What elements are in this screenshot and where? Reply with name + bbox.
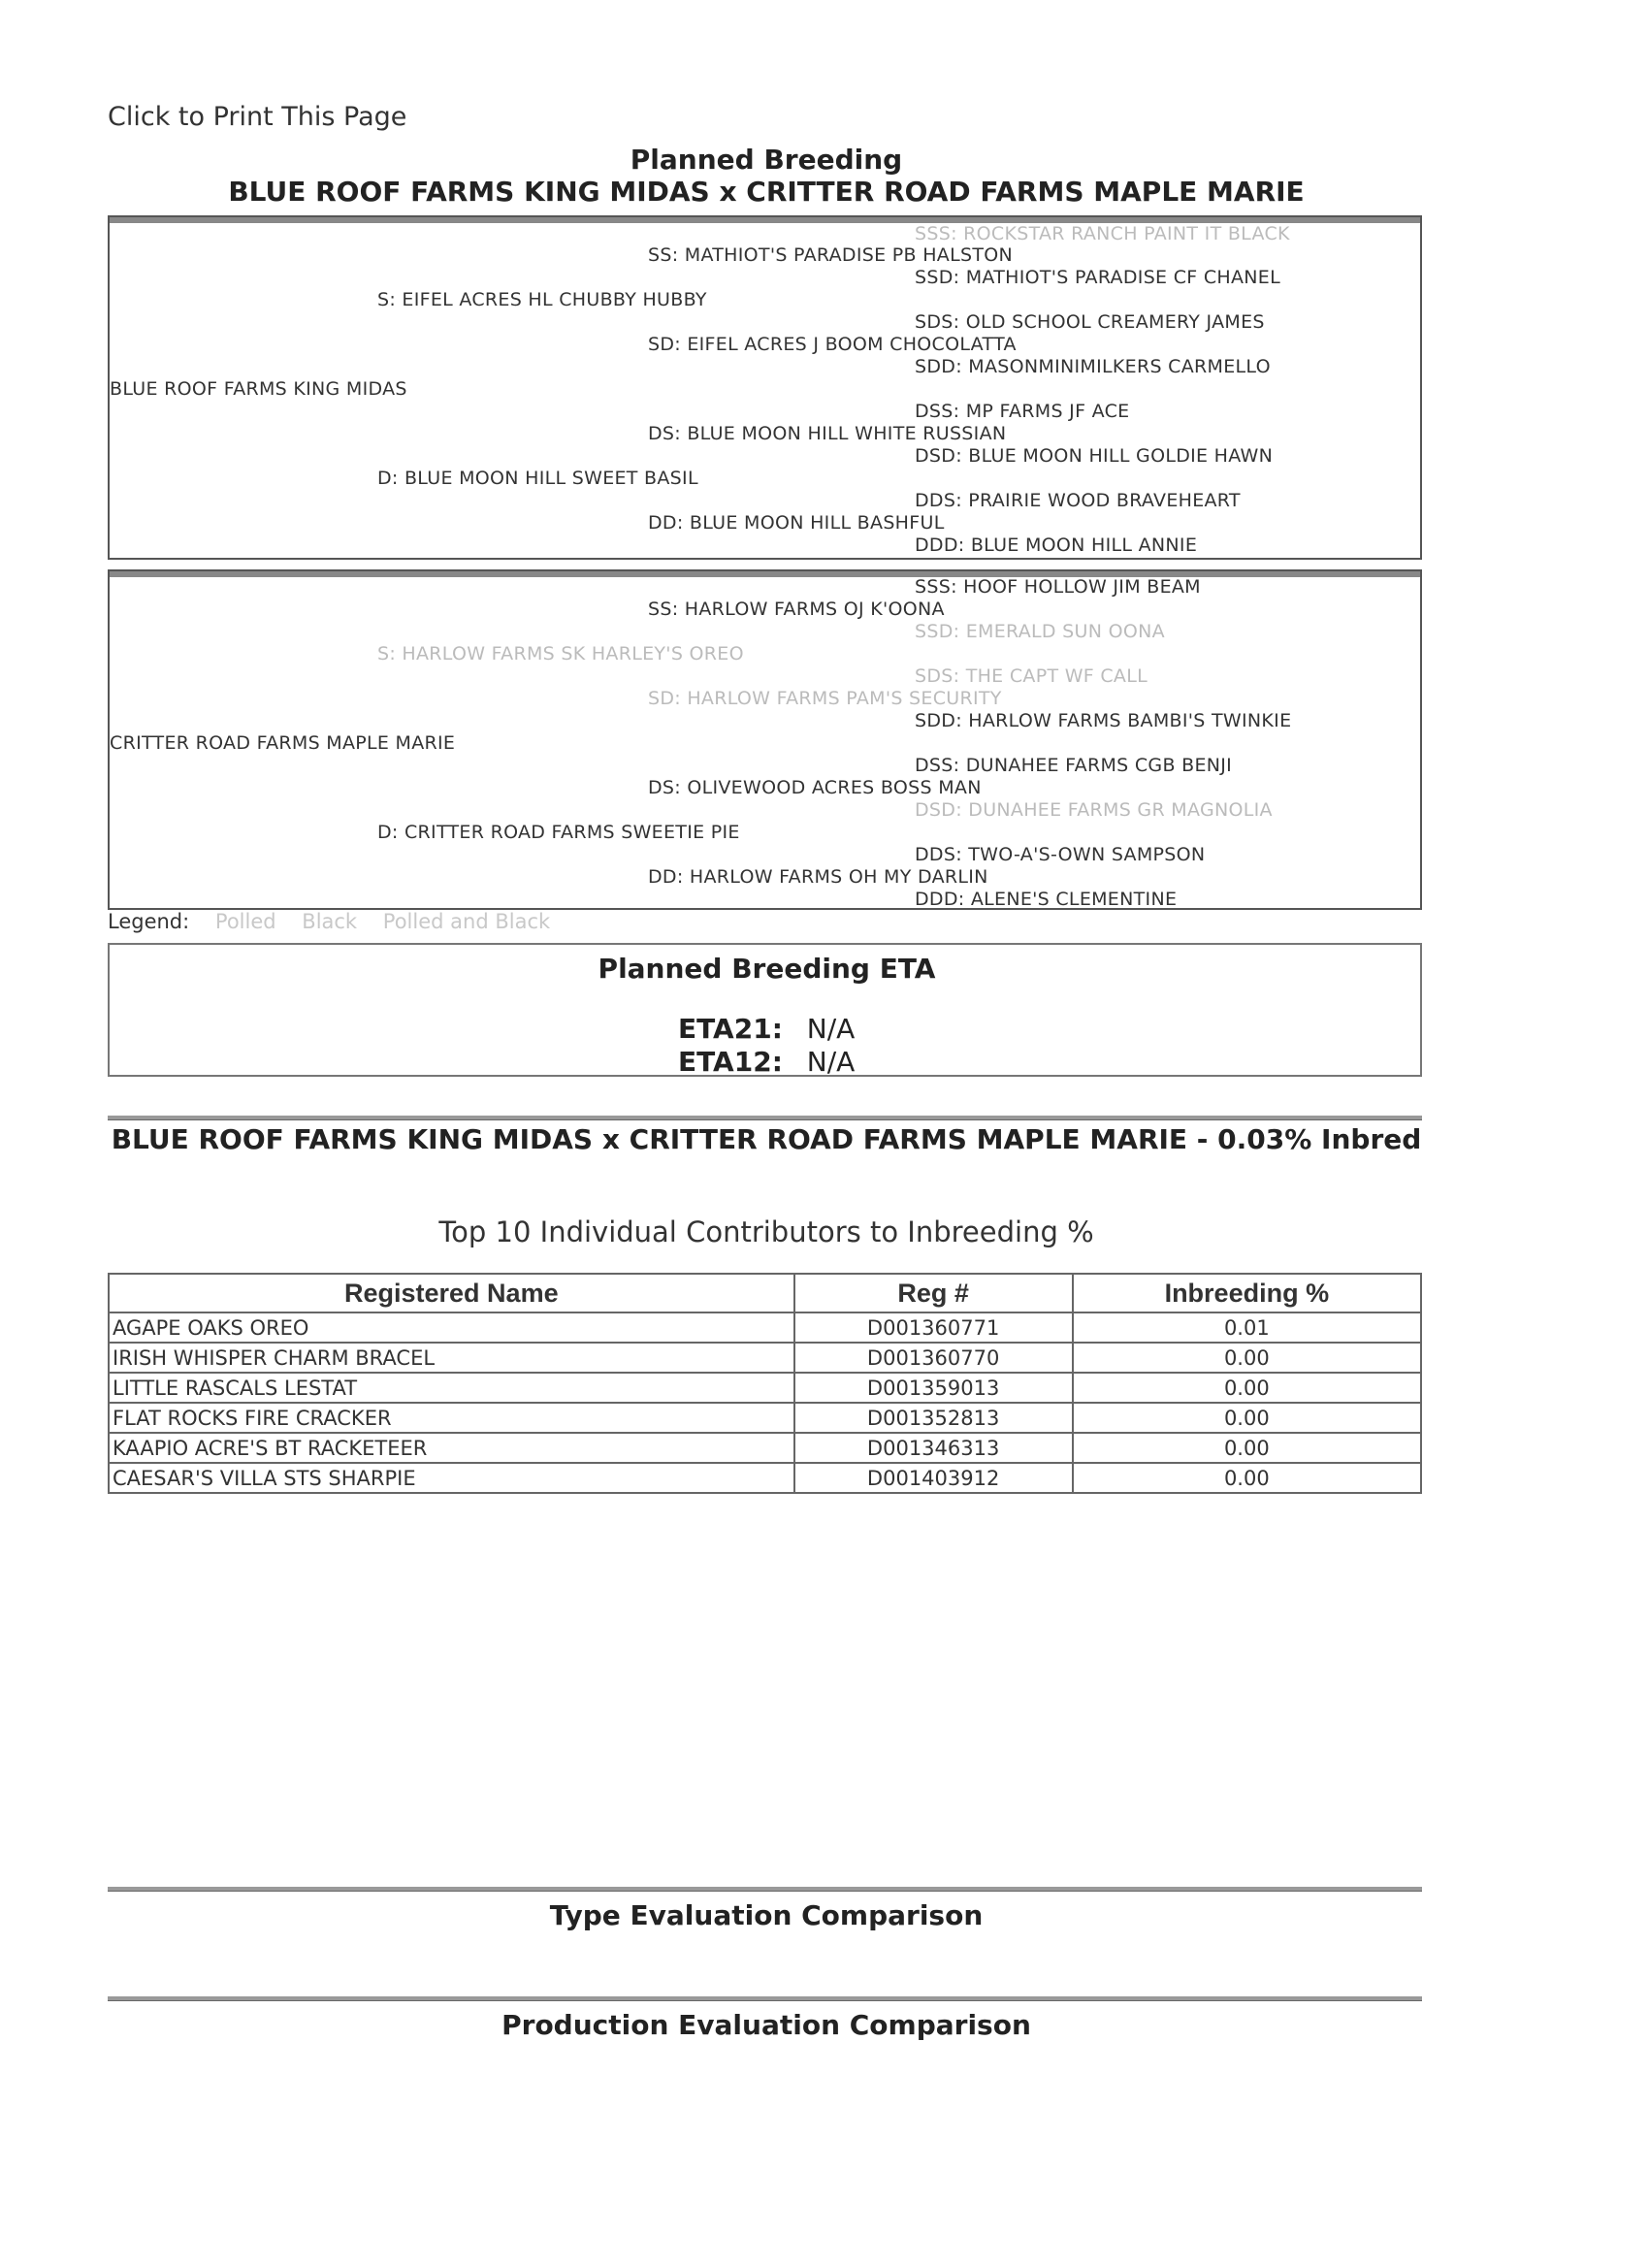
cell-inbreeding: 0.00 (1073, 1463, 1421, 1493)
pedigree-sss: SSS: HOOF HOLLOW JIM BEAM (915, 576, 1201, 598)
eta12-label: ETA12: (678, 1046, 783, 1078)
pedigree-dd: DD: HARLOW FARMS OH MY DARLIN (648, 866, 988, 888)
pedigree-ds: DS: OLIVEWOOD ACRES BOSS MAN (648, 777, 982, 798)
pedigree-ss: SS: MATHIOT'S PARADISE PB HALSTON (648, 244, 1014, 266)
pedigree-animal: CRITTER ROAD FARMS MAPLE MARIE (110, 732, 456, 754)
inbreeding-title: BLUE ROOF FARMS KING MIDAS x CRITTER ROAD FARMS MAPLE MARIE - 0.03% Inbred (111, 1123, 1422, 1155)
pedigree-s: S: HARLOW FARMS SK HARLEY'S OREO (377, 643, 744, 664)
table-row (109, 1463, 1421, 1493)
pedigree-dds: DDS: PRAIRIE WOOD BRAVEHEART (915, 490, 1241, 511)
cell-reg: D001359013 (794, 1373, 1073, 1403)
legend-black: Black (302, 910, 358, 933)
eta12-value: N/A (806, 1046, 856, 1078)
table-row (109, 1403, 1421, 1433)
cell-name: IRISH WHISPER CHARM BRACEL (109, 1343, 794, 1373)
print-page-link[interactable]: Click to Print This Page (108, 102, 407, 132)
eta12-row (678, 1046, 855, 1078)
cell-name: LITTLE RASCALS LESTAT (109, 1373, 794, 1403)
legend (108, 910, 550, 933)
section-divider (108, 1116, 1422, 1120)
cell-reg: D001346313 (794, 1433, 1073, 1463)
section-divider (108, 1996, 1422, 2001)
table-row (109, 1373, 1421, 1403)
pedigree-ssd: SSD: MATHIOT'S PARADISE CF CHANEL (915, 267, 1280, 288)
cell-inbreeding: 0.00 (1073, 1433, 1421, 1463)
pedigree-sss: SSS: ROCKSTAR RANCH PAINT IT BLACK (915, 223, 1290, 244)
type-evaluation-title: Type Evaluation Comparison (549, 1899, 984, 1931)
pedigree-sdd: SDD: HARLOW FARMS BAMBI'S TWINKIE (915, 710, 1292, 731)
pedigree-s: S: EIFEL ACRES HL CHUBBY HUBBY (377, 289, 707, 310)
pedigree-sds: SDS: THE CAPT WF CALL (915, 665, 1148, 687)
section-divider (108, 1887, 1422, 1892)
cell-inbreeding: 0.00 (1073, 1343, 1421, 1373)
legend-polled: Polled (214, 910, 276, 933)
eta-title: Planned Breeding ETA (598, 953, 936, 985)
cell-reg: D001360770 (794, 1343, 1073, 1373)
eta-box (108, 943, 1422, 1077)
pedigree-ssd: SSD: EMERALD SUN OONA (915, 621, 1165, 642)
pedigree-sdd: SDD: MASONMINIMILKERS CARMELLO (915, 356, 1271, 377)
sire-pedigree-box (108, 215, 1422, 560)
cell-inbreeding: 0.01 (1073, 1312, 1421, 1343)
table-row (109, 1343, 1421, 1373)
table-row (109, 1433, 1421, 1463)
pedigree-dds: DDS: TWO-A'S-OWN SAMPSON (915, 844, 1206, 865)
pedigree-d: D: CRITTER ROAD FARMS SWEETIE PIE (377, 822, 740, 843)
pedigree-ddd: DDD: BLUE MOON HILL ANNIE (915, 535, 1198, 556)
eta21-value: N/A (806, 1013, 856, 1045)
cell-reg: D001360771 (794, 1312, 1073, 1343)
pedigree-sd: SD: EIFEL ACRES J BOOM CHOCOLATTA (648, 334, 1017, 355)
production-evaluation-title: Production Evaluation Comparison (501, 2009, 1031, 2041)
cell-name: AGAPE OAKS OREO (109, 1312, 794, 1343)
pedigree-dsd: DSD: DUNAHEE FARMS GR MAGNOLIA (915, 799, 1273, 821)
cell-reg: D001352813 (794, 1403, 1073, 1433)
col-header-inbreeding: Inbreeding % (1073, 1274, 1421, 1312)
legend-polled-and-black: Polled and Black (382, 910, 551, 933)
table-header-row (109, 1274, 1421, 1312)
pedigree-header-band (110, 571, 1420, 577)
cell-reg: D001403912 (794, 1463, 1073, 1493)
eta21-label: ETA21: (678, 1013, 783, 1045)
page-subtitle: BLUE ROOF FARMS KING MIDAS x CRITTER ROAD FARMS MAPLE MARIE (228, 176, 1305, 208)
dam-pedigree-box (108, 569, 1422, 910)
pedigree-animal: BLUE ROOF FARMS KING MIDAS (110, 378, 407, 400)
legend-label: Legend: (108, 910, 190, 933)
col-header-reg: Reg # (794, 1274, 1073, 1312)
pedigree-dd: DD: BLUE MOON HILL BASHFUL (648, 512, 945, 534)
pedigree-dsd: DSD: BLUE MOON HILL GOLDIE HAWN (915, 445, 1274, 467)
contributors-title: Top 10 Individual Contributors to Inbreeding % (438, 1215, 1094, 1248)
pedigree-ss: SS: HARLOW FARMS OJ K'OONA (648, 599, 945, 620)
col-header-name: Registered Name (109, 1274, 794, 1312)
page-title: Planned Breeding (630, 144, 903, 176)
cell-name: FLAT ROCKS FIRE CRACKER (109, 1403, 794, 1433)
pedigree-sds: SDS: OLD SCHOOL CREAMERY JAMES (915, 311, 1265, 333)
pedigree-dss: DSS: MP FARMS JF ACE (915, 401, 1130, 422)
pedigree-sd: SD: HARLOW FARMS PAM'S SECURITY (648, 688, 1002, 709)
pedigree-dss: DSS: DUNAHEE FARMS CGB BENJI (915, 755, 1233, 776)
eta21-row (678, 1013, 855, 1045)
table-row (109, 1312, 1421, 1343)
cell-inbreeding: 0.00 (1073, 1373, 1421, 1403)
pedigree-ddd: DDD: ALENE'S CLEMENTINE (915, 889, 1178, 910)
pedigree-ds: DS: BLUE MOON HILL WHITE RUSSIAN (648, 423, 1007, 444)
pedigree-d: D: BLUE MOON HILL SWEET BASIL (377, 468, 698, 489)
cell-name: KAAPIO ACRE'S BT RACKETEER (109, 1433, 794, 1463)
cell-name: CAESAR'S VILLA STS SHARPIE (109, 1463, 794, 1493)
contributors-table (108, 1273, 1422, 1494)
cell-inbreeding: 0.00 (1073, 1403, 1421, 1433)
